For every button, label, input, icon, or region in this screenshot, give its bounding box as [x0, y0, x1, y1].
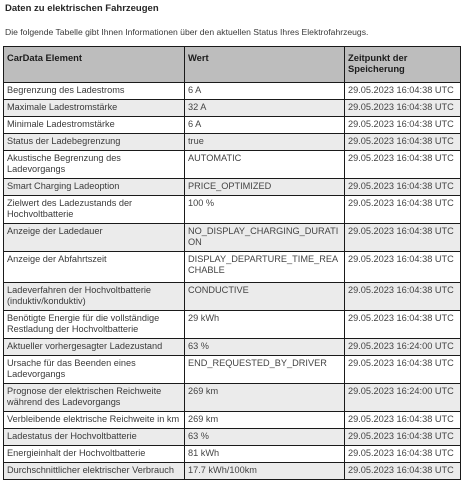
cell-timestamp: 29.05.2023 16:04:38 UTC — [345, 283, 461, 311]
cell-value: NO_DISPLAY_CHARGING_DURATION — [185, 224, 345, 252]
cell-timestamp: 29.05.2023 16:04:38 UTC — [345, 134, 461, 151]
table-row — [4, 384, 461, 412]
cell-value: 17.7 kWh/100km — [185, 463, 345, 480]
cell-timestamp: 29.05.2023 16:04:38 UTC — [345, 429, 461, 446]
cell-element: Maximale Ladestromstärke — [4, 100, 185, 117]
cell-element: Energieinhalt der Hochvoltbatterie — [4, 446, 185, 463]
cell-timestamp: 29.05.2023 16:24:00 UTC — [345, 339, 461, 356]
page-title: Daten zu elektrischen Fahrzeugen — [5, 3, 159, 14]
table-row — [4, 179, 461, 196]
table-row — [4, 463, 461, 480]
cell-timestamp: 29.05.2023 16:04:38 UTC — [345, 356, 461, 384]
cell-element: Anzeige der Ladedauer — [4, 224, 185, 252]
cell-element: Ladestatus der Hochvoltbatterie — [4, 429, 185, 446]
cell-element: Ursache für das Beenden eines Ladevorgangs — [4, 356, 185, 384]
header-cardata-element: CarData Element — [4, 47, 185, 83]
cell-timestamp: 29.05.2023 16:04:38 UTC — [345, 100, 461, 117]
table-row — [4, 83, 461, 100]
cell-timestamp: 29.05.2023 16:04:38 UTC — [345, 311, 461, 339]
cell-element: Smart Charging Ladeoption — [4, 179, 185, 196]
cell-element: Durchschnittlicher elektrischer Verbrauch — [4, 463, 185, 480]
cell-value: END_REQUESTED_BY_DRIVER — [185, 356, 345, 384]
cell-timestamp: 29.05.2023 16:04:38 UTC — [345, 83, 461, 100]
table-row — [4, 412, 461, 429]
table-row — [4, 134, 461, 151]
cell-timestamp: 29.05.2023 16:04:38 UTC — [345, 179, 461, 196]
cardata-table — [3, 46, 461, 480]
cell-element: Anzeige der Abfahrtszeit — [4, 252, 185, 283]
cell-timestamp: 29.05.2023 16:04:38 UTC — [345, 252, 461, 283]
table-row — [4, 224, 461, 252]
table-row — [4, 311, 461, 339]
cell-element: Begrenzung des Ladestroms — [4, 83, 185, 100]
table-row — [4, 100, 461, 117]
table-row — [4, 339, 461, 356]
cell-element: Ladeverfahren der Hochvoltbatterie (induktiv/konduktiv) — [4, 283, 185, 311]
header-value: Wert — [185, 47, 345, 83]
table-row — [4, 356, 461, 384]
table-row — [4, 283, 461, 311]
cell-element: Minimale Ladestromstärke — [4, 117, 185, 134]
cell-element: Verbleibende elektrische Reichweite in km — [4, 412, 185, 429]
table-row — [4, 196, 461, 224]
cell-element: Aktueller vorhergesagter Ladezustand — [4, 339, 185, 356]
cell-value: 269 km — [185, 412, 345, 429]
cell-element: Status der Ladebegrenzung — [4, 134, 185, 151]
table-row — [4, 429, 461, 446]
cell-element: Prognose der elektrischen Reichweite während des Ladevorgangs — [4, 384, 185, 412]
cell-timestamp: 29.05.2023 16:04:38 UTC — [345, 151, 461, 179]
cell-value: 63 % — [185, 429, 345, 446]
cell-element: Zielwert des Ladezustands der Hochvoltbatterie — [4, 196, 185, 224]
cell-value: 100 % — [185, 196, 345, 224]
cell-element: Benötigte Energie für die vollständige Restladung der Hochvoltbatterie — [4, 311, 185, 339]
cell-element: Akustische Begrenzung des Ladevorgangs — [4, 151, 185, 179]
cell-value: 29 kWh — [185, 311, 345, 339]
cell-value: AUTOMATIC — [185, 151, 345, 179]
cell-value: PRICE_OPTIMIZED — [185, 179, 345, 196]
cell-value: 63 % — [185, 339, 345, 356]
cell-timestamp: 29.05.2023 16:04:38 UTC — [345, 224, 461, 252]
cell-value: CONDUCTIVE — [185, 283, 345, 311]
cell-value: true — [185, 134, 345, 151]
cell-timestamp: 29.05.2023 16:04:38 UTC — [345, 196, 461, 224]
cell-timestamp: 29.05.2023 16:04:38 UTC — [345, 446, 461, 463]
header-timestamp: Zeitpunkt der Speicherung — [345, 47, 461, 83]
cell-value: 269 km — [185, 384, 345, 412]
cell-value: 6 A — [185, 117, 345, 134]
cell-value: 6 A — [185, 83, 345, 100]
table-row — [4, 446, 461, 463]
table-row — [4, 117, 461, 134]
cell-value: 32 A — [185, 100, 345, 117]
cell-value: DISPLAY_DEPARTURE_TIME_REACHABLE — [185, 252, 345, 283]
cell-timestamp: 29.05.2023 16:04:38 UTC — [345, 412, 461, 429]
table-row — [4, 252, 461, 283]
cell-timestamp: 29.05.2023 16:04:38 UTC — [345, 117, 461, 134]
table-row — [4, 151, 461, 179]
cell-value: 81 kWh — [185, 446, 345, 463]
cell-timestamp: 29.05.2023 16:04:38 UTC — [345, 463, 461, 480]
cell-timestamp: 29.05.2023 16:24:00 UTC — [345, 384, 461, 412]
table-header-row — [4, 47, 461, 83]
intro-text: Die folgende Tabelle gibt Ihnen Informationen über den aktuellen Status Ihres Elektrofahrzeugs. — [5, 27, 369, 37]
